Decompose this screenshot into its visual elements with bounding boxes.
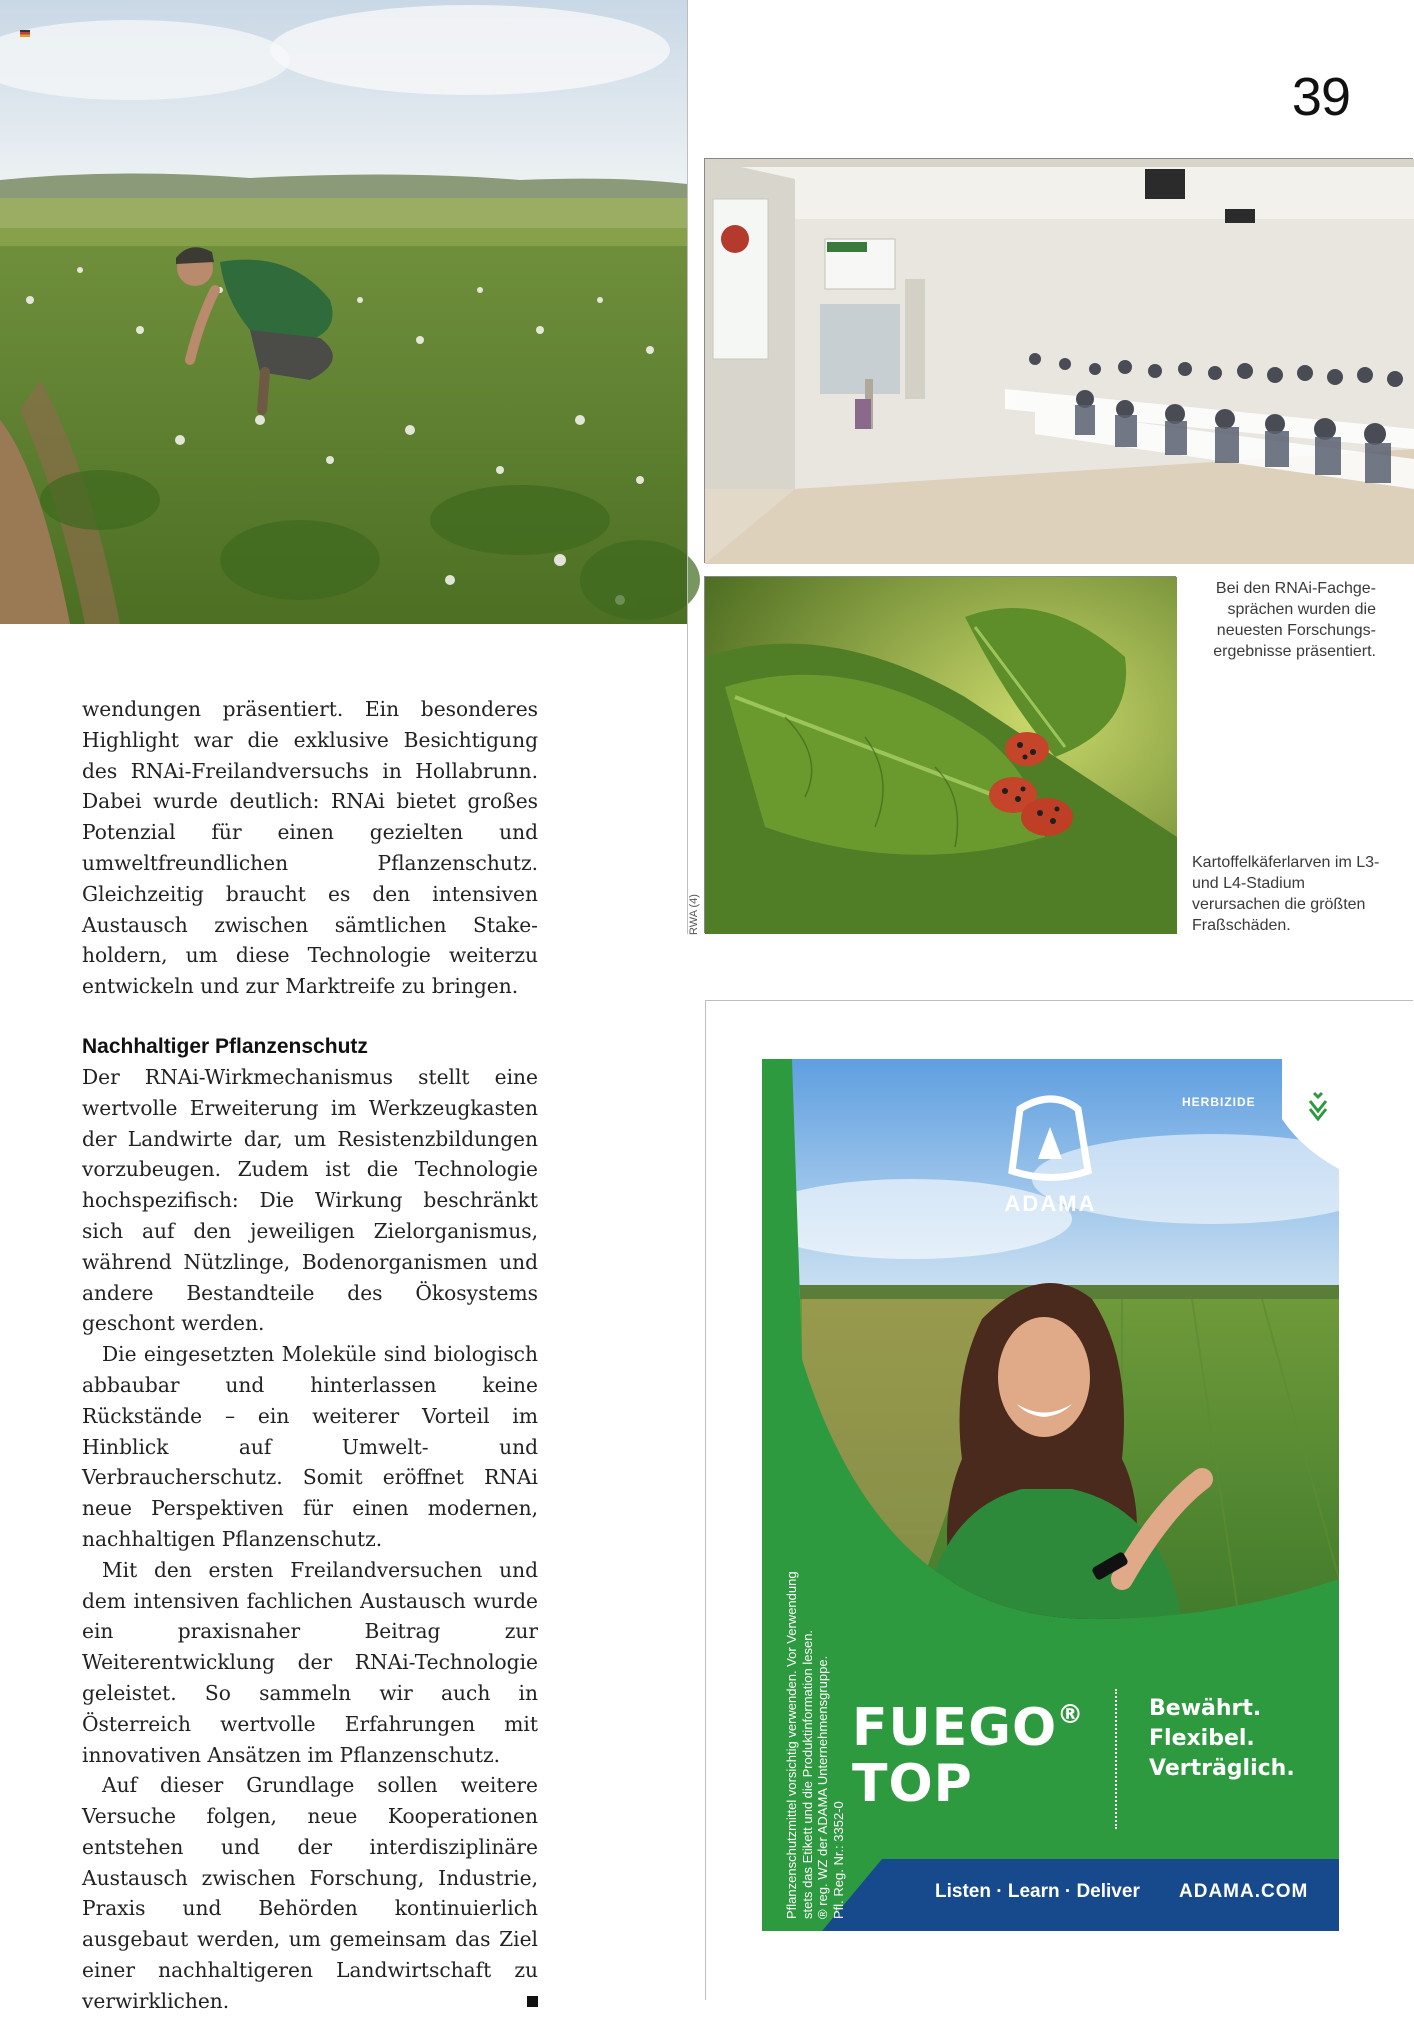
article-subheading: Nachhaltiger Pflanzenschutz [82, 1034, 368, 1058]
product-name-line1: FUEGO [852, 1698, 1058, 1758]
ad-legal-disclaimer [784, 1499, 846, 1919]
article-paragraph: Mit den ersten Freilandversuchen und dem intensiven fachlichen Austausch wurde ein praxisnaher Beitrag zur Weiterentwicklung der RNAi-Technologie geleistet. So sammeln wir auch in Österreich wertvolle Erfahrungen mit innovativen Ansätzen im Pflanzenschutz. [82, 1557, 538, 1767]
flag-icon [20, 22, 30, 29]
beetle-photo-caption: Kartoffelkäferlarven im L3- und L4-Stadium verursachen die größten Fraßschäden. [1192, 854, 1380, 934]
article-paragraph: Auf dieser Grundlage sollen weitere Versuche folgen, neue Kooperationen entstehen und der interdisziplinäre Austausch zwischen Forschung, Industrie, Praxis und Behörden kontinuierlich ausgebaut werden, um gemeinsam das Ziel einer nachhaltigeren Landwirtschaft zu verwirklichen. [82, 1773, 538, 2013]
registered-mark: ® [1057, 1700, 1085, 1730]
ad-claim: Flexibel. [1149, 1726, 1255, 1751]
disclaimer-line: Pfl. Reg. Nr.: 3352-0 [830, 1801, 846, 1919]
article-paragraph: wendungen präsentiert. Ein besonderes Highlight war die exklusive Besichtigung des RNAi-Freilandversuchs in Hollabrunn. Dabei wurde deutlich: RNAi bietet großes Potenzial für einen gezielten und umweltfreundlichen Pflanzenschutz. Gleichzeitig braucht es den intensiven Austausch zwischen sämtlichen Stakeholdern, um diese Technologie weiterzu entwickeln und zur Marktreife zu bringen. [82, 697, 538, 999]
ad-claim: Bewährt. [1149, 1696, 1262, 1721]
article-paragraph: Die eingesetzten Moleküle sind biologisch abbaubar und hinterlassen keine Rückstände – ein weiterer Vorteil im Hinblick auf Umwelt- und Verbraucherschutz. Somit eröffnet RNAi neue Perspektiven für einen modernen, nachhaltigen Pflanzenschutz. [82, 1342, 538, 1551]
field-photo [0, 0, 687, 624]
adama-logo: ADAMA [1004, 1191, 1097, 1216]
product-name-line2: TOP [852, 1754, 973, 1814]
ad-website-link[interactable]: ADAMA.COM [1179, 1881, 1309, 1902]
ad-claim: Verträglich. [1149, 1756, 1295, 1781]
ad-claims [1149, 1694, 1329, 1784]
column-divider-middle [687, 624, 688, 934]
disclaimer-line: ® reg. WZ der ADAMA Unternehmensgruppe. [815, 1655, 830, 1919]
conference-photo-caption: Bei den RNAi-Fachge-sprächen wurden die neuesten Forschungs-ergebnisse präsentiert. [1213, 580, 1376, 660]
article-paragraph: Der RNAi-Wirkmechanismus stellt eine wertvolle Erweiterung im Werkzeugkasten der Landwirte dar, um Resistenzbildungen vorzubeugen. Zudem ist die Technologie hochspezifisch: Die Wirkung beschränkt sich auf den jeweiligen Zielorganismus, während Nützlinge, Bodenorganismen und andere Bestandteile des Ökosystems geschont werden. [82, 1064, 538, 1336]
ad-slogan: Listen · Learn · Deliver [935, 1881, 1140, 1902]
page-number: 39 [1291, 67, 1350, 127]
potato-beetle-photo [704, 576, 1176, 933]
article-body [82, 694, 538, 2017]
photo-credit: RWA (4) [688, 894, 700, 935]
ad-product-name [852, 1687, 1092, 1812]
conference-photo [704, 158, 1413, 563]
ad-category-label: HERBIZIDE [1182, 1095, 1256, 1109]
end-of-article-mark [527, 1996, 538, 2007]
column-divider-top [687, 0, 688, 624]
adama-advertisement[interactable] [762, 1059, 1339, 1931]
disclaimer-line: Pflanzenschutzmittel vorsichtig verwenden. Vor Verwendung [784, 1571, 799, 1919]
ad-separator [1115, 1689, 1117, 1829]
disclaimer-line: stets das Etikett und die Produktinformation lesen. [799, 1629, 815, 1919]
